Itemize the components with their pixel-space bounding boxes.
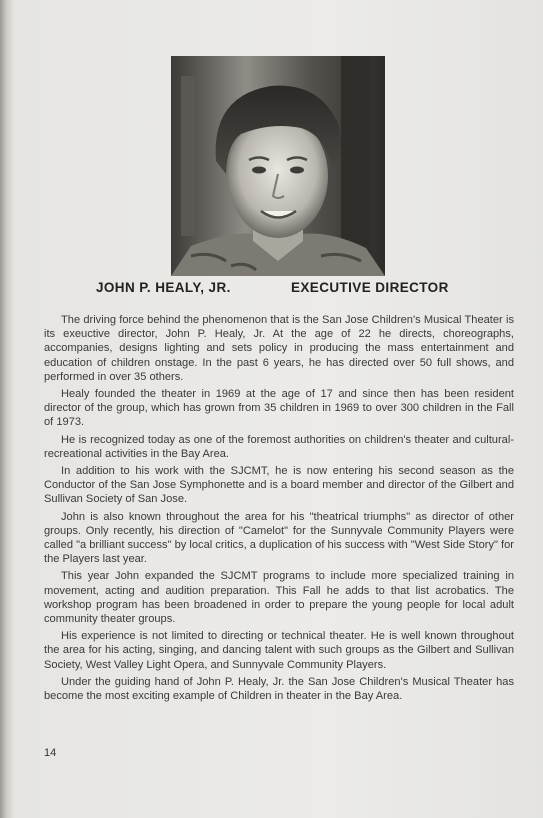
paragraph: The driving force behind the phenomenon that is the San Jose Children's Musical Theater is its exeuctive director, John P. Healy, Jr. At the age of 22 he directs, choreographs, accompanies, designs lighting and sets policy in producing the mass entertainment and education of children onstage. In the past 6 years, he has directed over 50 full shows, and performed in over 35 others.	[44, 314, 514, 383]
portrait-photo	[171, 56, 385, 276]
paragraph: He is recognized today as one of the foremost authorities on children's theater and cultural-recreational activities in the Bay Area.	[44, 433, 514, 460]
paragraph: In addition to his work with the SJCMT, he is now entering his second season as the Conductor of the San Jose Symphonette and is a board member and director of the Gilbert and Sullivan Society of San Jose.	[44, 465, 514, 506]
article-body	[44, 313, 514, 706]
paragraph: This year John expanded the SJCMT programs to include more specialized training in movement, acting and audition preparation. This Fall he adds to that list acrobatics. The workshop program has been broadened in order to prepare the young people for local adult community theater groups.	[44, 570, 514, 626]
paragraph: Healy founded the theater in 1969 at the age of 17 and since then has been resident director of the group, which has grown from 35 children in 1969 to over 300 children in the Fall of 1973.	[44, 388, 514, 429]
paragraph: His experience is not limited to directing or technical theater. He is well known throughout the area for his acting, singing, and dancing talent with such groups as the Gilbert and Sullivan Society, West Valley Light Opera, and Sunnyvale Community Players.	[44, 630, 514, 671]
director-name: JOHN P. HEALY, JR.	[96, 280, 231, 295]
portrait-image	[171, 56, 385, 276]
paragraph: John is also known throughout the area for his "theatrical triumphs" as director of other groups. Only recently, his direction of "Camelot" for the Sunnyvale Community Players were called "a brilliant success" by local critics, a duplication of his success with "West Side Story" for the Players last year.	[44, 510, 514, 566]
page-number: 14	[44, 747, 57, 759]
director-title: EXECUTIVE DIRECTOR	[291, 280, 449, 295]
paragraph: Under the guiding hand of John P. Healy, Jr. the San Jose Children's Musical Theater has become the most exciting example of Children in theater in the Bay Area.	[44, 675, 514, 703]
